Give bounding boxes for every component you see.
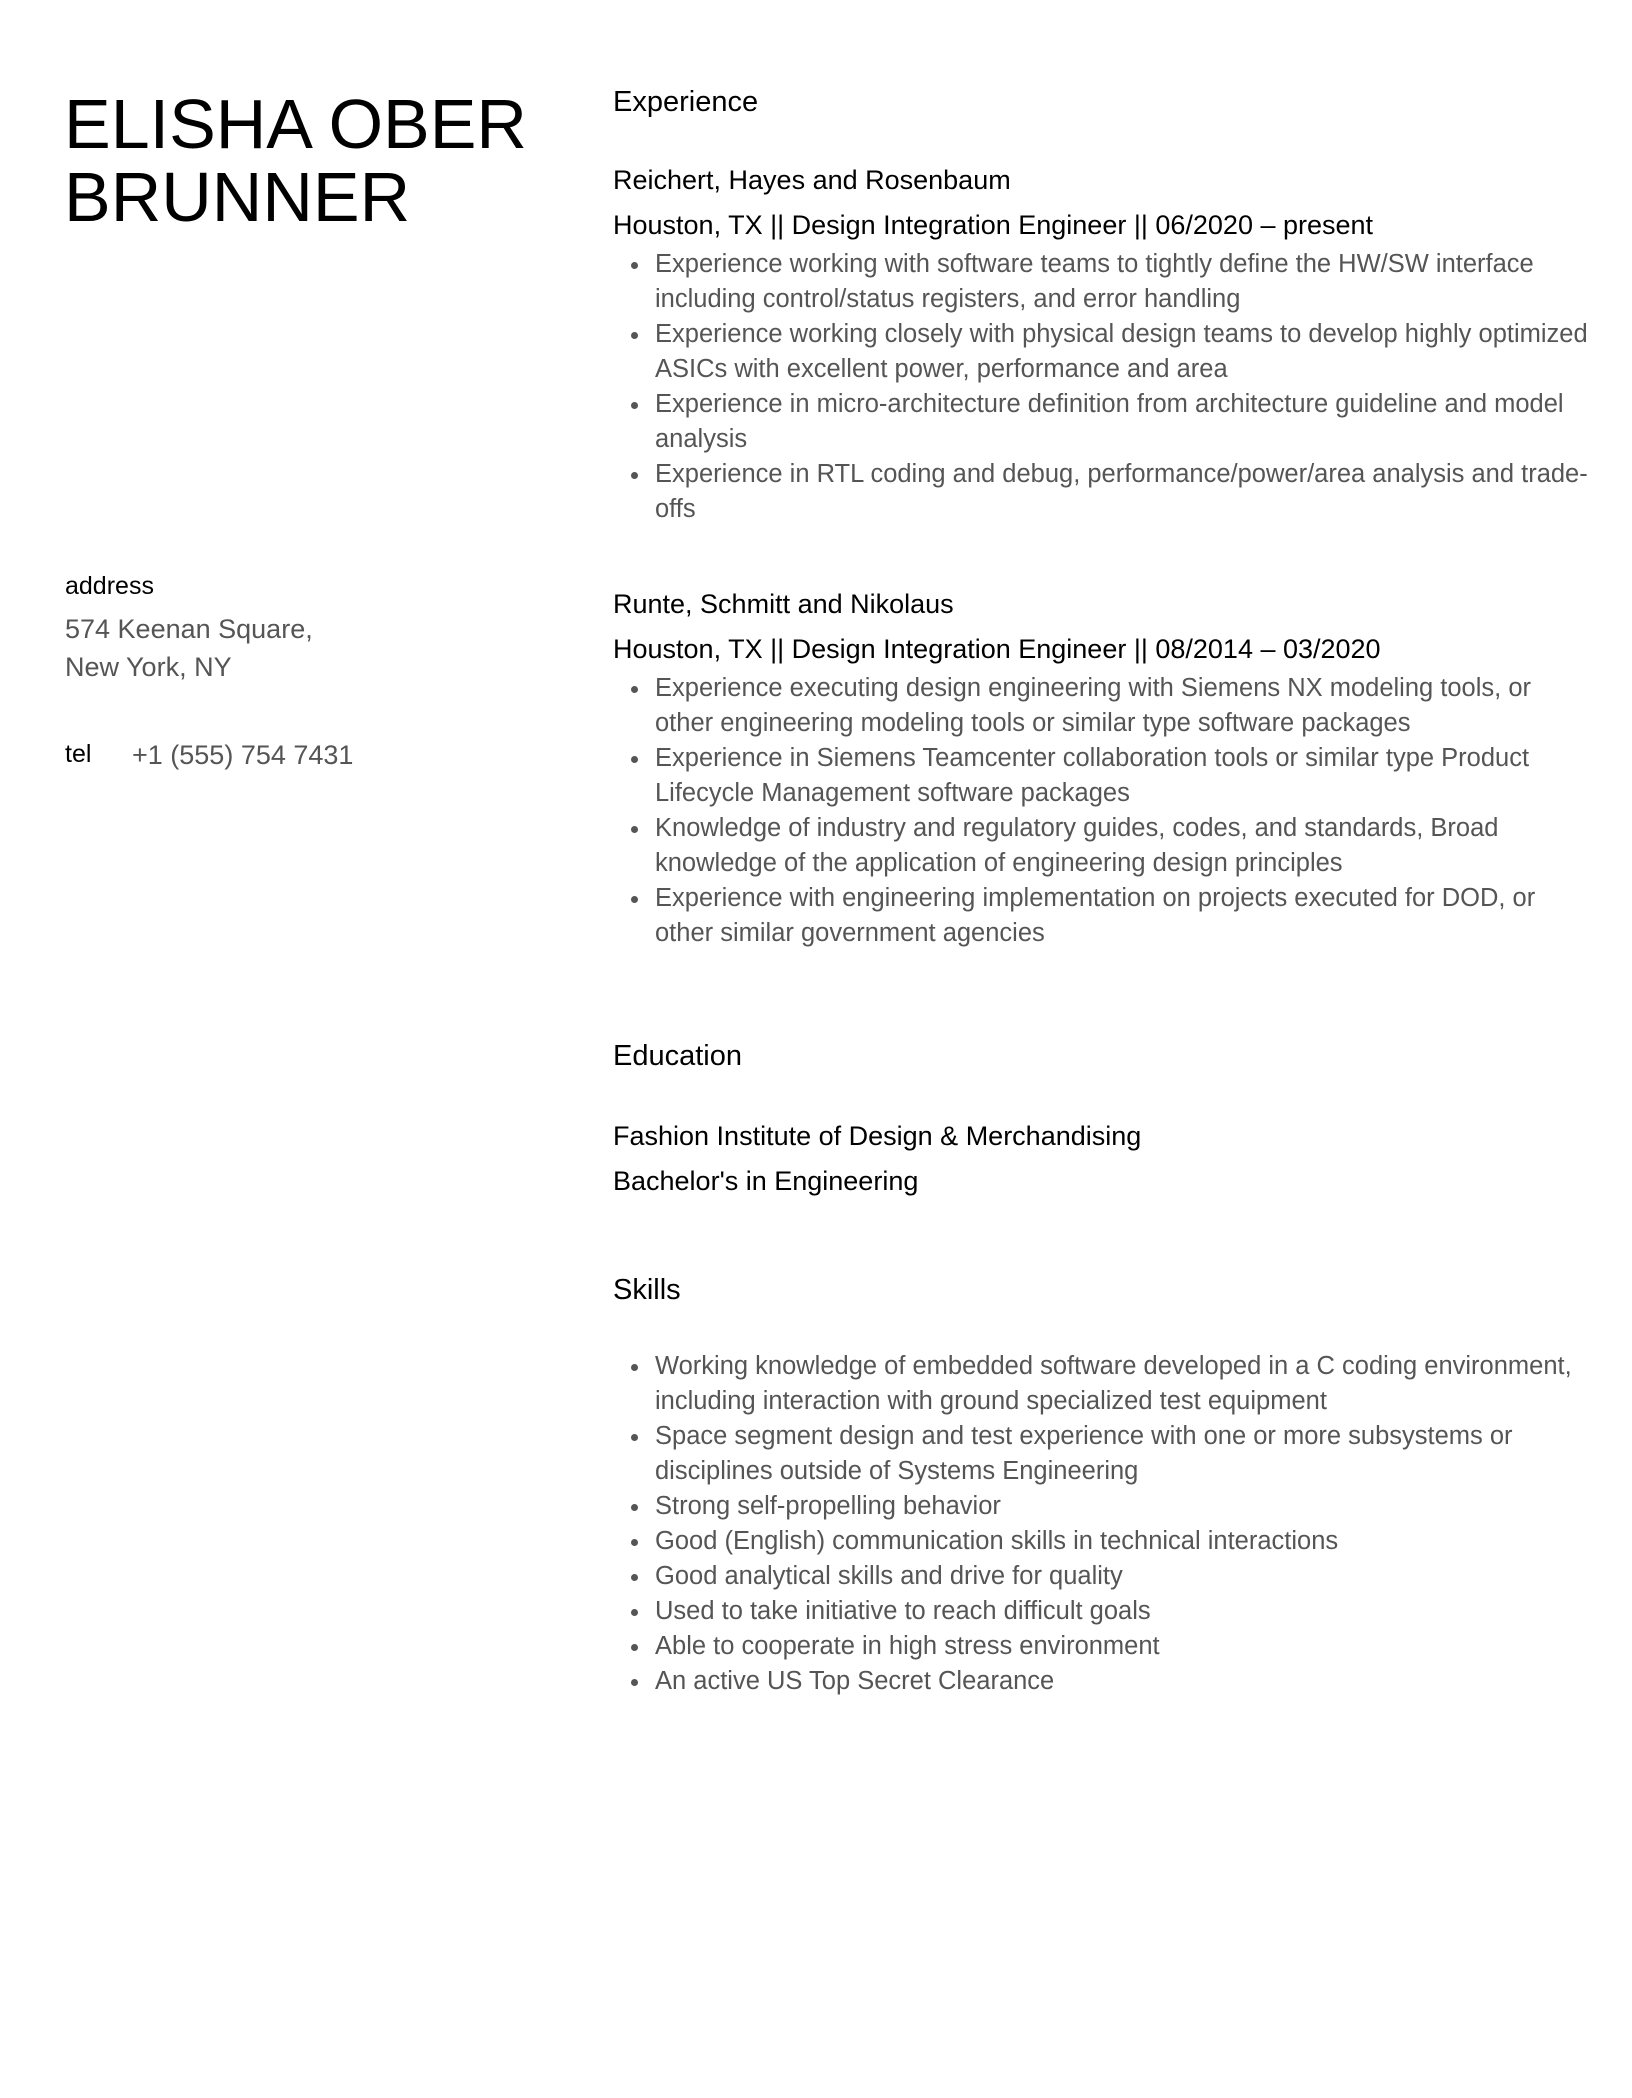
experience-heading: Experience <box>613 86 759 118</box>
tel-label: tel <box>65 740 92 768</box>
address-line-2: New York, NY <box>65 652 232 682</box>
skills-heading: Skills <box>613 1274 681 1306</box>
job-bullet: Knowledge of industry and regulatory guides, codes, and standards, Broad knowledge of the application of engineering design principles <box>655 811 1595 881</box>
skills-list <box>613 1349 1595 1699</box>
job-bullet: Experience executing design engineering with Siemens NX modeling tools, or other engineering modeling tools or similar type software packages <box>655 671 1595 741</box>
skill-item: Good analytical skills and drive for quality <box>655 1559 1595 1594</box>
tel-value: +1 (555) 754 7431 <box>132 740 354 770</box>
job-bullet: Experience in RTL coding and debug, performance/power/area analysis and trade-offs <box>655 457 1595 527</box>
job-bullet: Experience working closely with physical design teams to develop highly optimized ASICs with excellent power, performance and area <box>655 317 1595 387</box>
job-bullet: Experience in micro-architecture definition from architecture guideline and model analysis <box>655 387 1595 457</box>
address-line-1: 574 Keenan Square, <box>65 614 313 644</box>
skill-item: Able to cooperate in high stress environment <box>655 1629 1595 1664</box>
skill-item: Good (English) communication skills in technical interactions <box>655 1524 1595 1559</box>
job-bullet: Experience with engineering implementation on projects executed for DOD, or other similar government agencies <box>655 881 1595 951</box>
job-entry <box>613 163 1595 527</box>
job-company: Runte, Schmitt and Nikolaus <box>613 589 954 619</box>
skill-item: Used to take initiative to reach difficult goals <box>655 1594 1595 1629</box>
job-meta: Houston, TX || Design Integration Engineer || 06/2020 – present <box>613 210 1374 240</box>
education-heading: Education <box>613 1040 742 1072</box>
skill-item: An active US Top Secret Clearance <box>655 1664 1595 1699</box>
job-bullet: Experience working with software teams to tightly define the HW/SW interface including control/status registers, and error handling <box>655 247 1595 317</box>
education-degree: Bachelor's in Engineering <box>613 1166 919 1196</box>
skill-item: Strong self-propelling behavior <box>655 1489 1595 1524</box>
job-meta: Houston, TX || Design Integration Engineer || 08/2014 – 03/2020 <box>613 634 1381 664</box>
job-entry <box>613 587 1595 951</box>
job-company: Reichert, Hayes and Rosenbaum <box>613 165 1011 195</box>
job-bullet: Experience in Siemens Teamcenter collaboration tools or similar type Product Lifecycle Management software packages <box>655 741 1595 811</box>
skill-item: Working knowledge of embedded software developed in a C coding environment, including interaction with ground specialized test equipment <box>655 1349 1595 1419</box>
candidate-name: ELISHA OBERBRUNNER <box>64 85 527 236</box>
skill-item: Space segment design and test experience with one or more subsystems or disciplines outside of Systems Engineering <box>655 1419 1595 1489</box>
job-bullets <box>613 247 1595 527</box>
address-label: address <box>65 572 154 600</box>
education-school: Fashion Institute of Design & Merchandising <box>613 1121 1142 1151</box>
job-bullets <box>613 671 1595 951</box>
